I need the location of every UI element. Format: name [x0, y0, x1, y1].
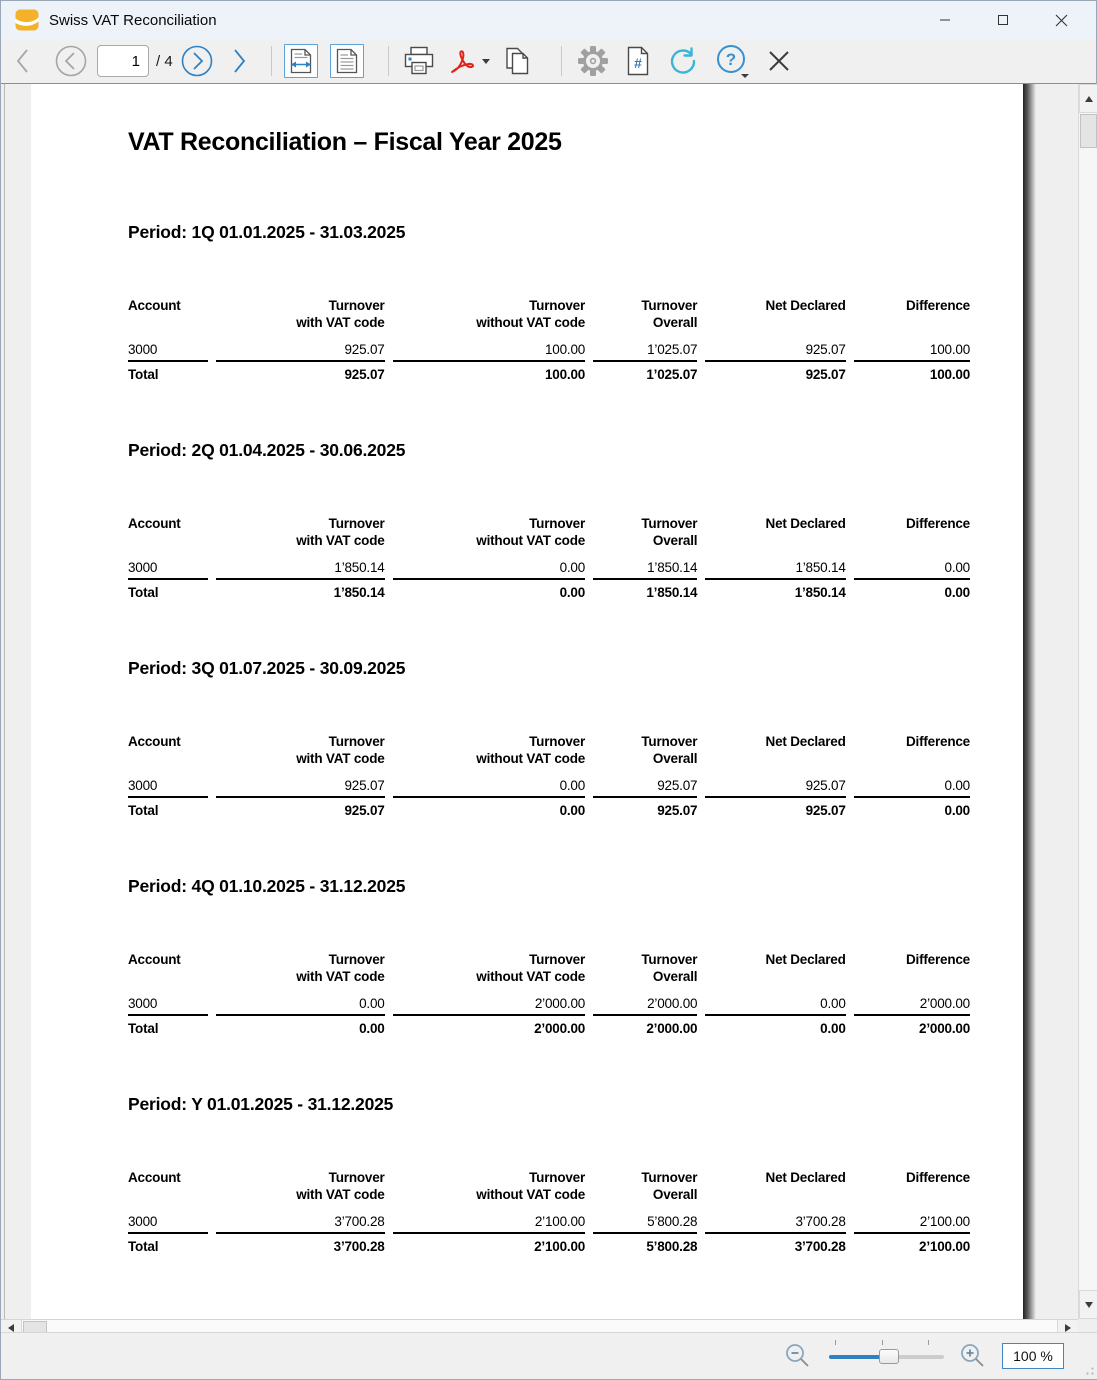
column-header: Turnover with VAT code [296, 298, 385, 330]
maximize-button[interactable] [974, 1, 1032, 39]
history-forward-button[interactable] [229, 39, 249, 83]
period-heading: Period: 2Q 01.04.2025 - 30.06.2025 [128, 440, 406, 460]
table-header-row [128, 515, 970, 559]
period-heading: Period: 1Q 01.01.2025 - 31.03.2025 [128, 222, 406, 242]
total-cell: 925.07 [344, 803, 385, 818]
total-cell: 0.00 [359, 1021, 385, 1036]
account-cell: 2’100.00 [393, 1213, 585, 1234]
column-header: Turnover Overall [641, 734, 698, 766]
account-cell: 1’850.14 [593, 559, 697, 580]
vertical-scroll-thumb[interactable] [1080, 114, 1097, 148]
help-dropdown-caret-icon [741, 74, 749, 78]
svg-text:?: ? [725, 50, 736, 69]
column-header: Turnover with VAT code [296, 734, 385, 766]
period-section [128, 658, 970, 819]
page-count-label: / 4 [156, 52, 173, 70]
window-title: Swiss VAT Reconciliation [49, 11, 217, 29]
total-cell: 925.07 [344, 367, 385, 382]
column-header: Difference [905, 298, 970, 313]
help-icon [715, 44, 749, 78]
column-header: Account [128, 952, 181, 967]
period-section [128, 440, 970, 601]
total-row [128, 580, 970, 601]
column-header: Difference [905, 952, 970, 967]
total-cell: 2’000.00 [646, 1021, 698, 1036]
account-cell: 0.00 [854, 559, 970, 580]
arrow-left-icon [8, 1324, 14, 1332]
slider-tick [882, 1340, 883, 1345]
account-cell: 3000 [128, 341, 208, 362]
zoom-slider-handle[interactable] [879, 1349, 899, 1364]
zoom-out-icon [784, 1342, 812, 1370]
toolbar-separator [561, 46, 562, 76]
minimize-button[interactable] [916, 1, 974, 39]
total-cell: 0.00 [820, 1021, 846, 1036]
refresh-button[interactable] [666, 39, 700, 83]
account-cell: 0.00 [393, 777, 585, 798]
column-header: Turnover Overall [641, 1170, 698, 1202]
total-cell: 1’850.14 [646, 585, 698, 600]
preview-viewport [1, 84, 1097, 1334]
next-page-button[interactable] [181, 39, 213, 83]
toolbar-separator [271, 46, 272, 76]
total-row [128, 362, 970, 383]
total-cell: 925.07 [805, 367, 846, 382]
total-row [128, 1234, 970, 1255]
total-row [128, 798, 970, 819]
total-cell: 3’700.28 [794, 1239, 846, 1254]
title-bar [1, 1, 1096, 39]
total-cell: 2’000.00 [919, 1021, 970, 1036]
zoom-out-button[interactable] [783, 1341, 813, 1371]
account-cell: 1’850.14 [216, 559, 384, 580]
page-numbering-button[interactable] [622, 39, 654, 83]
total-cell: 925.07 [657, 803, 698, 818]
copy-button[interactable] [499, 39, 535, 83]
column-header: Turnover without VAT code [476, 298, 586, 330]
zoom-in-icon [959, 1342, 987, 1370]
period-section [128, 1094, 970, 1255]
fit-page-icon [334, 47, 360, 75]
slider-tick [928, 1340, 929, 1345]
account-cell: 0.00 [216, 995, 384, 1016]
account-row [128, 777, 970, 798]
total-cell: 0.00 [559, 585, 586, 600]
account-row [128, 1213, 970, 1234]
total-cell: 1’850.14 [333, 585, 385, 600]
total-cell: Total [128, 1239, 159, 1254]
status-bar [1, 1332, 1097, 1379]
zoom-controls [783, 1333, 1064, 1379]
column-header: Turnover Overall [641, 298, 698, 330]
report-sections [128, 222, 970, 1255]
arrow-right-icon [1065, 1324, 1071, 1332]
column-header: Turnover without VAT code [476, 516, 586, 548]
account-cell: 3’700.28 [705, 1213, 845, 1234]
app-logo-icon [15, 8, 39, 32]
column-header: Turnover without VAT code [476, 1170, 586, 1202]
column-header: Turnover with VAT code [296, 516, 385, 548]
page-number-input[interactable] [97, 45, 149, 77]
vat-table [120, 1169, 978, 1255]
table-header-row [128, 297, 970, 341]
column-header: Turnover without VAT code [476, 952, 586, 984]
scroll-up-button[interactable] [1079, 84, 1097, 113]
account-cell: 100.00 [854, 341, 970, 362]
total-cell: 0.00 [944, 803, 970, 818]
column-header: Difference [905, 734, 970, 749]
account-cell: 2’000.00 [393, 995, 585, 1016]
report-title: VAT Reconciliation – Fiscal Year 2025 [128, 128, 562, 156]
column-header: Net Declared [765, 516, 846, 531]
total-cell: 2’100.00 [919, 1239, 970, 1254]
column-header: Turnover Overall [641, 516, 698, 548]
column-header: Net Declared [765, 298, 846, 313]
total-cell: 1’025.07 [646, 367, 698, 382]
total-cell: Total [128, 803, 159, 818]
column-header: Turnover without VAT code [476, 734, 586, 766]
close-window-button[interactable] [1032, 1, 1090, 39]
arrow-down-icon [1085, 1302, 1093, 1308]
total-cell: 0.00 [944, 585, 970, 600]
settings-button[interactable] [574, 39, 612, 83]
table-header-row [128, 951, 970, 995]
column-header: Account [128, 298, 181, 313]
printer-icon [402, 45, 436, 77]
total-cell: Total [128, 367, 159, 382]
copy-icon [501, 45, 533, 77]
total-cell: Total [128, 585, 159, 600]
column-header: Turnover with VAT code [296, 952, 385, 984]
total-row [128, 1016, 970, 1037]
table-header-row [128, 733, 970, 777]
total-cell: 5’800.28 [646, 1239, 698, 1254]
resize-grip[interactable] [1083, 1364, 1095, 1376]
total-cell: 0.00 [559, 803, 586, 818]
account-row [128, 995, 970, 1016]
period-section [128, 876, 970, 1037]
table-header-row [128, 1169, 970, 1213]
account-cell: 2’000.00 [854, 995, 970, 1016]
period-heading: Period: Y 01.01.2025 - 31.12.2025 [128, 1094, 394, 1114]
account-row [128, 341, 970, 362]
close-icon [768, 50, 790, 72]
vertical-scrollbar[interactable] [1078, 84, 1097, 1319]
column-header: Turnover Overall [641, 952, 698, 984]
column-header: Difference [905, 1170, 970, 1185]
account-cell: 925.07 [216, 777, 384, 798]
fit-page-button[interactable] [330, 44, 364, 78]
account-cell: 3000 [128, 559, 208, 580]
total-cell: 3’700.28 [333, 1239, 385, 1254]
column-header: Account [128, 516, 181, 531]
refresh-icon [667, 45, 699, 77]
account-cell: 3’700.28 [216, 1213, 384, 1234]
column-header: Turnover with VAT code [296, 1170, 385, 1202]
pdf-icon [448, 46, 478, 76]
svg-text:#: # [633, 55, 642, 71]
account-cell: 1’025.07 [593, 341, 697, 362]
total-cell: 100.00 [929, 367, 970, 382]
total-cell: 100.00 [544, 367, 586, 382]
window-controls [916, 1, 1090, 39]
print-button[interactable] [401, 39, 437, 83]
vat-table [120, 951, 978, 1037]
fit-width-button[interactable] [284, 44, 318, 78]
vat-table [120, 733, 978, 819]
pdf-dropdown-caret-icon [482, 59, 490, 64]
account-cell: 3000 [128, 995, 208, 1016]
account-cell: 5’800.28 [593, 1213, 697, 1234]
column-header: Difference [905, 516, 970, 531]
column-header: Net Declared [765, 734, 846, 749]
account-cell: 925.07 [705, 341, 845, 362]
total-cell: 1’850.14 [794, 585, 846, 600]
previous-page-button[interactable] [55, 39, 87, 83]
zoom-level-input[interactable]: 100 % [1002, 1343, 1064, 1369]
arrow-up-icon [1085, 96, 1093, 102]
account-cell: 3000 [128, 1213, 208, 1234]
export-pdf-button[interactable] [447, 39, 491, 83]
toolbar-separator [388, 46, 389, 76]
page-shadow [1023, 84, 1036, 1319]
report-page [31, 84, 1023, 1319]
account-cell: 1’850.14 [705, 559, 845, 580]
toolbar [1, 39, 1096, 84]
close-preview-button[interactable] [764, 39, 794, 83]
account-cell: 2’100.00 [854, 1213, 970, 1234]
help-button[interactable] [712, 39, 752, 83]
account-cell: 100.00 [393, 341, 585, 362]
gear-icon [576, 44, 610, 78]
column-header: Account [128, 734, 181, 749]
slider-tick [835, 1340, 836, 1345]
account-row [128, 559, 970, 580]
account-cell: 0.00 [393, 559, 585, 580]
account-cell: 0.00 [854, 777, 970, 798]
history-back-button[interactable] [13, 39, 33, 83]
period-section [128, 222, 970, 383]
vat-table [120, 515, 978, 601]
zoom-slider[interactable] [829, 1347, 944, 1365]
vat-table [120, 297, 978, 383]
zoom-in-button[interactable] [958, 1341, 988, 1371]
period-heading: Period: 3Q 01.07.2025 - 30.09.2025 [128, 658, 406, 678]
fit-width-icon [288, 47, 314, 75]
total-cell: 2’100.00 [534, 1239, 586, 1254]
account-cell: 0.00 [705, 995, 845, 1016]
total-cell: 2’000.00 [534, 1021, 586, 1036]
column-header: Net Declared [765, 952, 846, 967]
page-number-icon [625, 46, 651, 76]
account-cell: 2’000.00 [593, 995, 697, 1016]
total-cell: Total [128, 1021, 159, 1036]
account-cell: 3000 [128, 777, 208, 798]
period-heading: Period: 4Q 01.10.2025 - 31.12.2025 [128, 876, 406, 896]
account-cell: 925.07 [705, 777, 845, 798]
column-header: Net Declared [765, 1170, 846, 1185]
column-header: Account [128, 1170, 181, 1185]
scroll-down-button[interactable] [1079, 1290, 1097, 1319]
account-cell: 925.07 [593, 777, 697, 798]
total-cell: 925.07 [805, 803, 846, 818]
account-cell: 925.07 [216, 341, 384, 362]
